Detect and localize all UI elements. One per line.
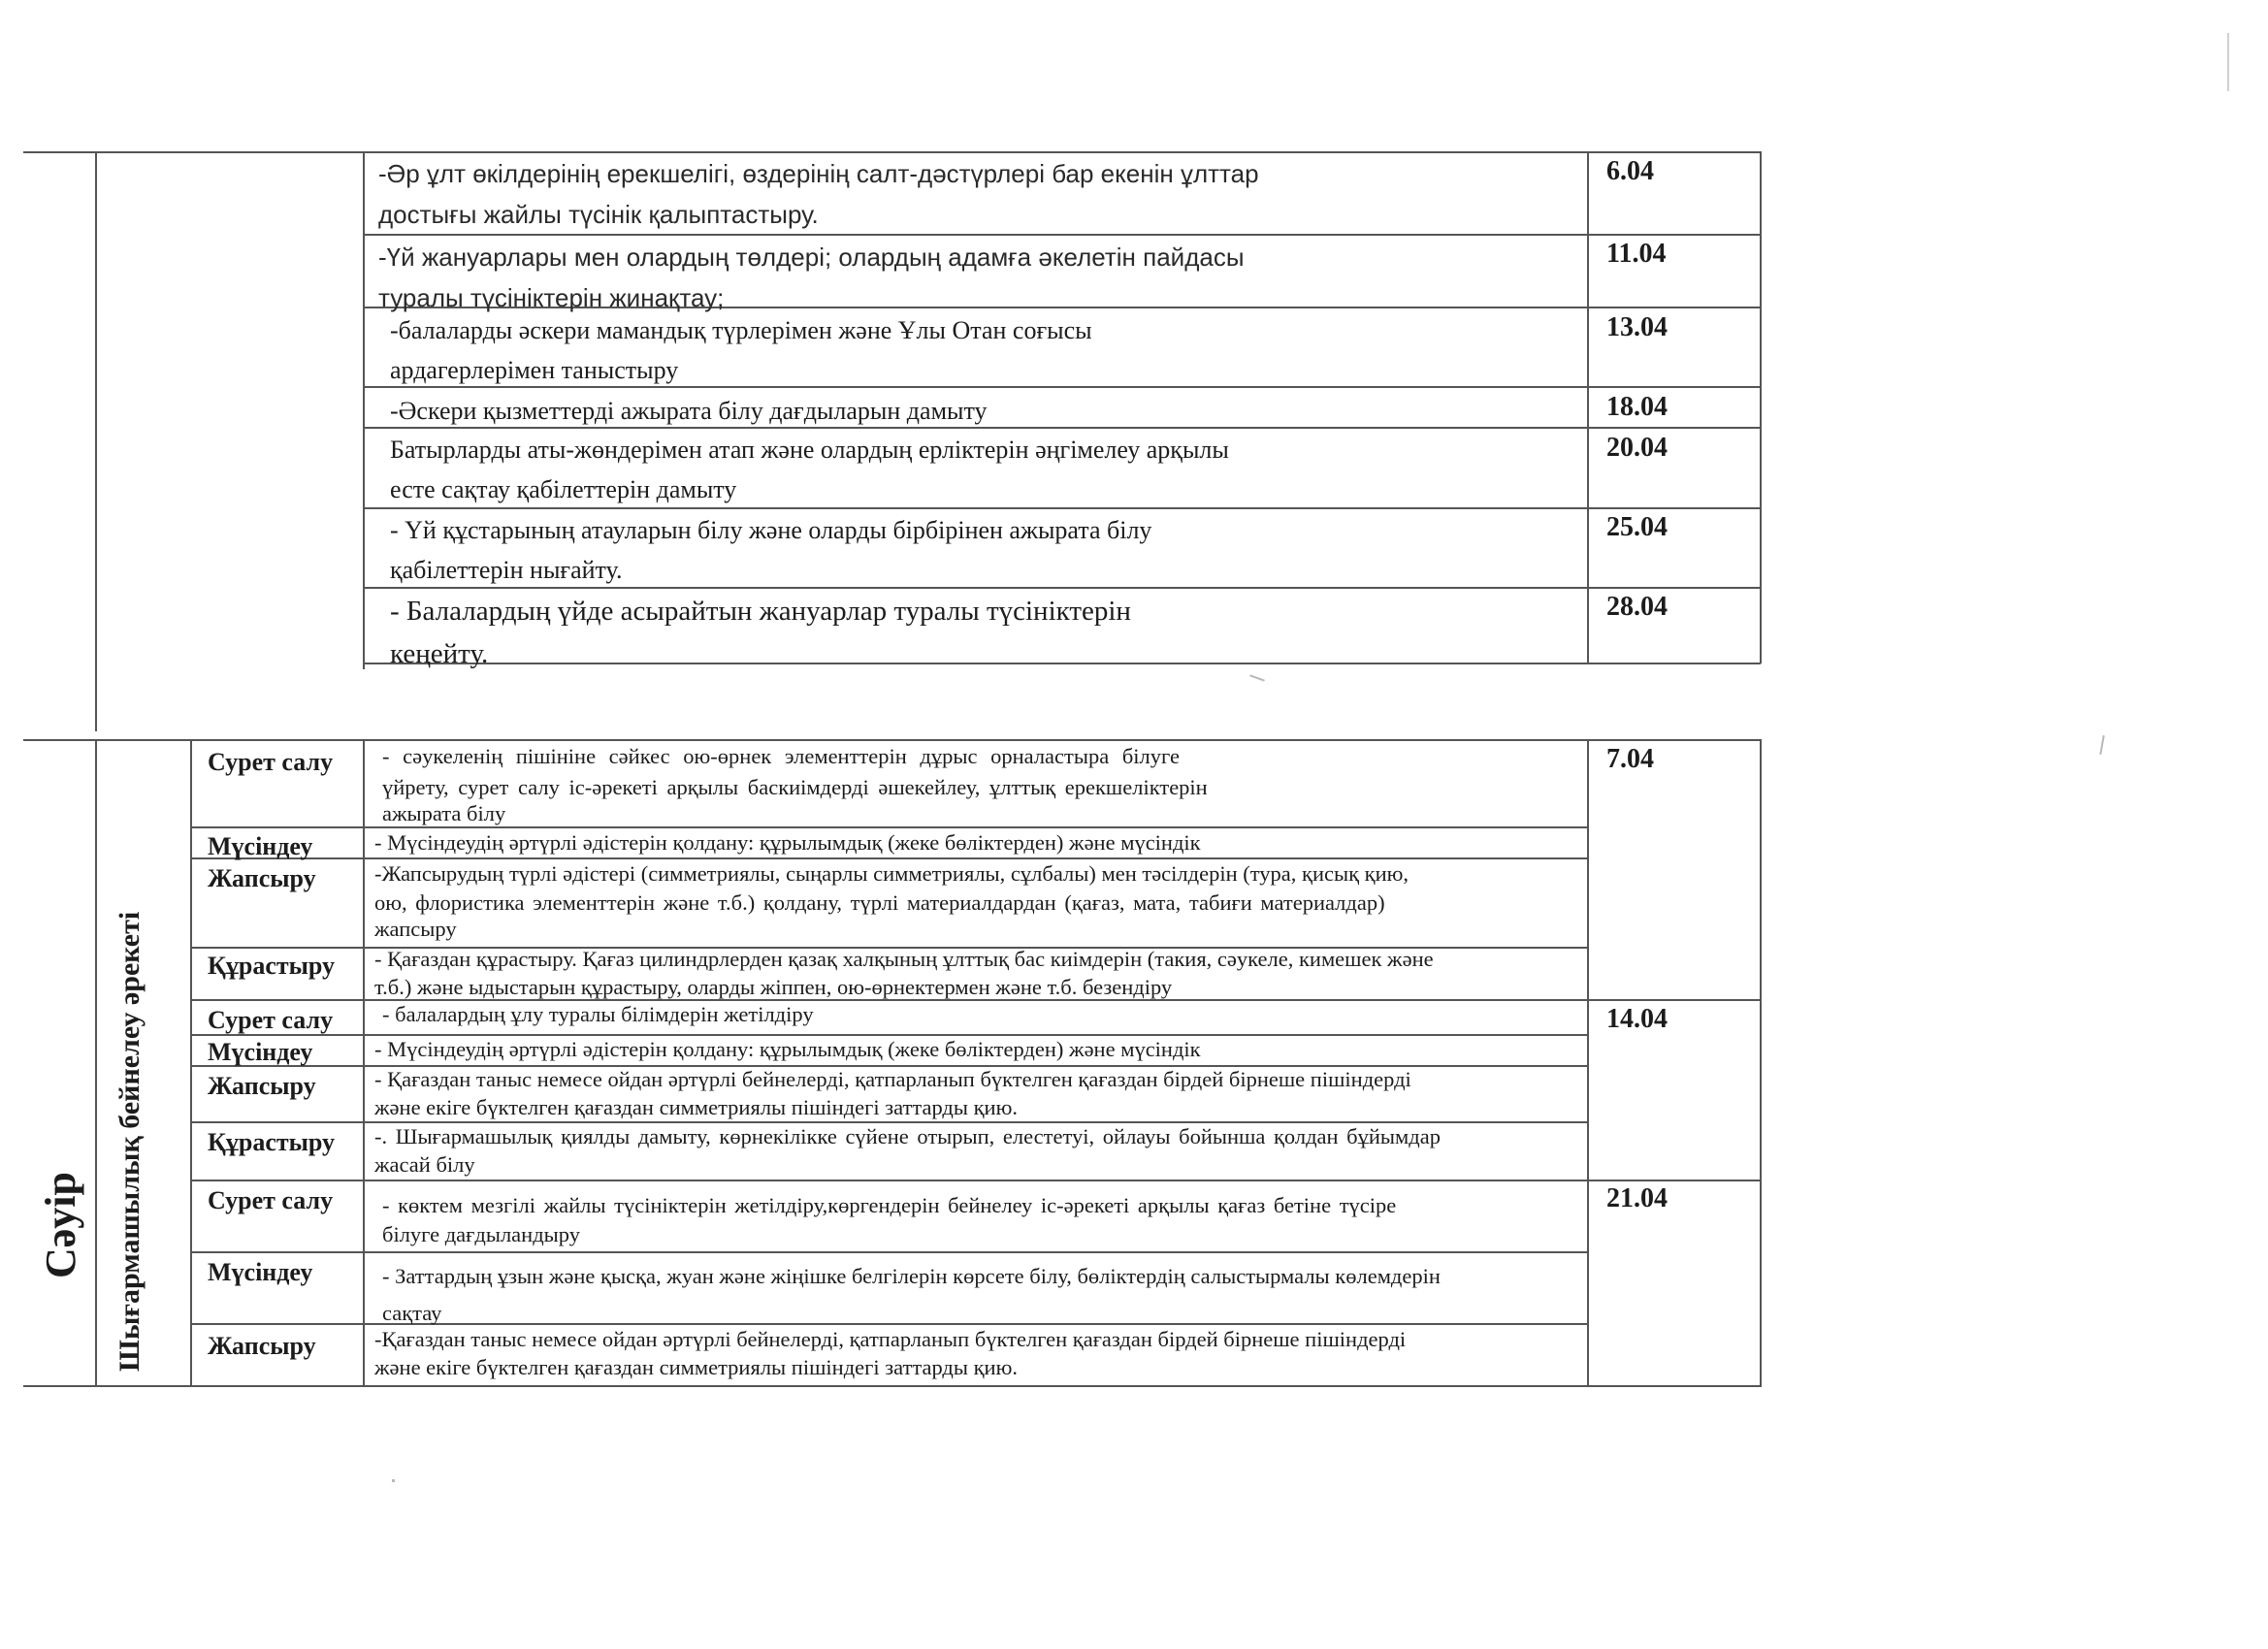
scan-speck	[392, 1479, 395, 1482]
bottom-col-subject	[190, 739, 192, 1387]
group-1-drawing-line-1: - сәукеленің пішініне сәйкес ою-өрнек элементтерін дұрыс орналастыра білуге	[382, 744, 1180, 768]
group-1-modeling-line-1: - Мүсіндеудің әртүрлі әдістерін қолдану: құрылымдық (жеке бөліктерден) және мүсіндік	[374, 830, 1201, 855]
top-row-6-line-2: қабілеттерін нығайту.	[390, 556, 623, 584]
group-2-construction-line-2: жасай білу	[374, 1152, 475, 1177]
group-1-applique-line-3: жапсыру	[374, 917, 457, 941]
top-row-5-date: 20.04	[1606, 433, 1668, 463]
group-1-construction-line-1: - Қағаздан құрастыру. Қағаз цилиндрлерден қазақ халқының ұлттық бас киімдерін (такия, сәукеле, кимешек және	[374, 947, 1434, 971]
group-1-applique-line-1: -Жапсырудың түрлі әдістері (симметриялы, сыңарлы симметриялы, сұлбалы) мен тәсілдерін (тура, қисық қию,	[374, 861, 1409, 886]
top-row-3-line-1: -балаларды әскери мамандық түрлерімен және Ұлы Отан соғысы	[390, 316, 1092, 344]
group-2-subject-modeling: Мүсіндеу	[208, 1038, 313, 1066]
group-1-subject-construction: Құрастыру	[208, 952, 336, 980]
group-3-drawing-line-2: білуге дағдыландыру	[382, 1222, 580, 1246]
group-2-subject-drawing: Сурет салу	[208, 1006, 334, 1034]
top-row-7-date: 28.04	[1606, 592, 1668, 622]
top-row-3-line-2: ардагерлерімен таныстыру	[390, 356, 679, 384]
top-row-1-date: 6.04	[1606, 156, 1654, 186]
bottom-table-border-bottom	[23, 1385, 1761, 1387]
group-3-applique-text	[374, 1325, 1406, 1381]
top-row-4-text	[390, 391, 988, 431]
bottom-col-section	[95, 739, 97, 1387]
group-1-drawing-text	[382, 741, 1208, 824]
group-2-modeling-line-1: - Мүсіндеудің әртүрлі әдістерін қолдану: құрылымдық (жеке бөліктерден) және мүсіндік	[374, 1037, 1201, 1061]
group-3-modeling-line-2: сақтау	[382, 1301, 442, 1325]
top-row-1-text	[378, 153, 1259, 235]
group-2-applique-line-2: және екіге бүктелген қағаздан симметриялы пішіндегі заттарды қию.	[374, 1095, 1019, 1119]
group-2-applique-text	[374, 1065, 1411, 1121]
group-3-subject-modeling: Мүсіндеу	[208, 1258, 313, 1286]
group-2-date: 14.04	[1606, 1004, 1668, 1034]
group-3-subject-drawing: Сурет салу	[208, 1186, 334, 1214]
top-row-2-line-1: -Үй жануарлары мен олардың төлдері; олардың адамға әкелетін пайдасы	[378, 242, 1245, 272]
group-3-drawing-text	[382, 1191, 1396, 1249]
group-divider	[190, 1180, 1761, 1181]
group-3-drawing-line-1: - көктем мезгілі жайлы түсініктерін жетілдіру,көргендерін бейнелеу іс-әрекеті арқылы қағаз бетіне түсіре	[382, 1193, 1397, 1217]
group-1-drawing-line-3: ажырата білу	[382, 801, 506, 825]
group-1-construction-text	[374, 945, 1434, 1001]
group-3-applique-line-1: -Қағаздан таныс немесе ойдан әртүрлі бейнелерді, қатпарланып бүктелген қағаздан бірдей бірнеше пішіндерді	[374, 1327, 1407, 1351]
group-2-modeling-text	[374, 1034, 1201, 1065]
group-2-construction-text	[374, 1122, 1441, 1179]
top-row-2-date: 11.04	[1606, 239, 1667, 269]
bottom-col-content	[363, 739, 365, 1387]
top-row-3-date: 13.04	[1606, 312, 1668, 342]
bottom-col-date	[1587, 739, 1589, 1387]
group-2-subject-construction: Құрастыру	[208, 1128, 336, 1156]
top-row-7-text	[390, 590, 1131, 675]
group-1-subject-applique: Жапсыру	[208, 864, 316, 892]
top-row-4-date: 18.04	[1606, 392, 1668, 422]
group-3-modeling-text	[382, 1258, 1441, 1332]
top-row-6-date: 25.04	[1606, 512, 1668, 542]
group-1-construction-line-2: т.б.) және ыдыстарын құрастыру, оларды жіппен, ою-өрнектермен және т.б. безендіру	[374, 975, 1173, 999]
scan-speck	[2227, 33, 2229, 91]
top-row-1-line-2: достығы жайлы түсінік қалыптастыру.	[378, 200, 819, 229]
group-2-subject-applique: Жапсыру	[208, 1072, 316, 1100]
group-1-drawing-line-2: үйрету, сурет салу іс-әрекеті арқылы баскиімдерді әшекейлеу, ұлттық ерекшеліктерін	[382, 775, 1208, 799]
group-3-modeling-line-1: - Заттардың ұзын және қысқа, жуан және жіңішке белгілерін көрсете білу, бөліктердің салыстырмалы көлемдерін	[382, 1264, 1441, 1288]
top-table-col-content	[363, 151, 365, 669]
top-row-2-line-2: туралы түсініктерін жинақтау;	[378, 283, 725, 312]
top-table-col-1	[95, 151, 97, 731]
top-row-7-line-1: - Балалардың үйде асырайтын жануарлар туралы түсініктерін	[390, 596, 1131, 627]
top-row-6-text	[390, 510, 1151, 590]
group-1-modeling-text	[374, 827, 1201, 858]
group-3-applique-line-2: және екіге бүктелген қағаздан симметриялы пішіндегі заттарды қию.	[374, 1355, 1019, 1379]
top-row-5-line-1: Батырларды аты-жөндерімен атап және олардың ерліктерін әңгімелеу арқылы	[390, 436, 1229, 464]
top-row-2-text	[378, 237, 1245, 318]
top-row-6-line-1: - Үй құстарының атауларын білу және оларды бірбірінен ажырата білу	[390, 516, 1152, 544]
row-divider	[190, 1251, 1588, 1253]
group-2-drawing-text	[382, 999, 814, 1030]
group-3-date: 21.04	[1606, 1183, 1668, 1213]
group-2-construction-line-1: -. Шығармашылық қиялды дамыту, көрнекілікке сүйене отырып, елестетуі, ойлауы бойынша қолдан бұйымдар	[374, 1124, 1441, 1148]
group-1-subject-drawing: Сурет салу	[208, 748, 334, 776]
group-1-subject-modeling: Мүсіндеу	[208, 832, 313, 860]
group-1-applique-line-2: ою, флористика элементтерін және т.б.) қолдану, түрлі материалдардан (қағаз, мата, табиғи материалдар)	[374, 890, 1385, 915]
scan-speck	[1249, 674, 1265, 681]
section-title: Шығармашылық бейнелеу әрекеті	[113, 911, 146, 1372]
top-row-3-text	[390, 310, 1092, 390]
top-row-7-line-2: кеңейту.	[390, 638, 489, 669]
bottom-col-right	[1760, 739, 1762, 1387]
top-row-5-line-2: есте сақтау қабілеттерін дамыту	[390, 475, 737, 503]
group-3-subject-applique: Жапсыру	[208, 1332, 316, 1360]
group-1-applique-text	[374, 859, 1409, 941]
group-1-date: 7.04	[1606, 744, 1654, 774]
top-row-1-line-1: -Әр ұлт өкілдерінің ерекшелігі, өздерінің салт-дәстүрлері бар екенін ұлттар	[378, 159, 1259, 188]
group-2-drawing-line-1: - балалардың ұлу туралы білімдерін жетілдіру	[382, 1002, 814, 1026]
top-row-4-line-1: -Әскери қызметтерді ажырата білу дағдыларын дамыту	[390, 397, 988, 425]
month-label: Сәуір	[37, 1172, 84, 1278]
scan-speck	[2099, 735, 2104, 755]
top-row-5-text	[390, 430, 1229, 509]
group-2-applique-line-1: - Қағаздан таныс немесе ойдан әртүрлі бейнелерді, қатпарланып бүктелген қағаздан бірдей бірнеше пішіндерді	[374, 1067, 1411, 1091]
